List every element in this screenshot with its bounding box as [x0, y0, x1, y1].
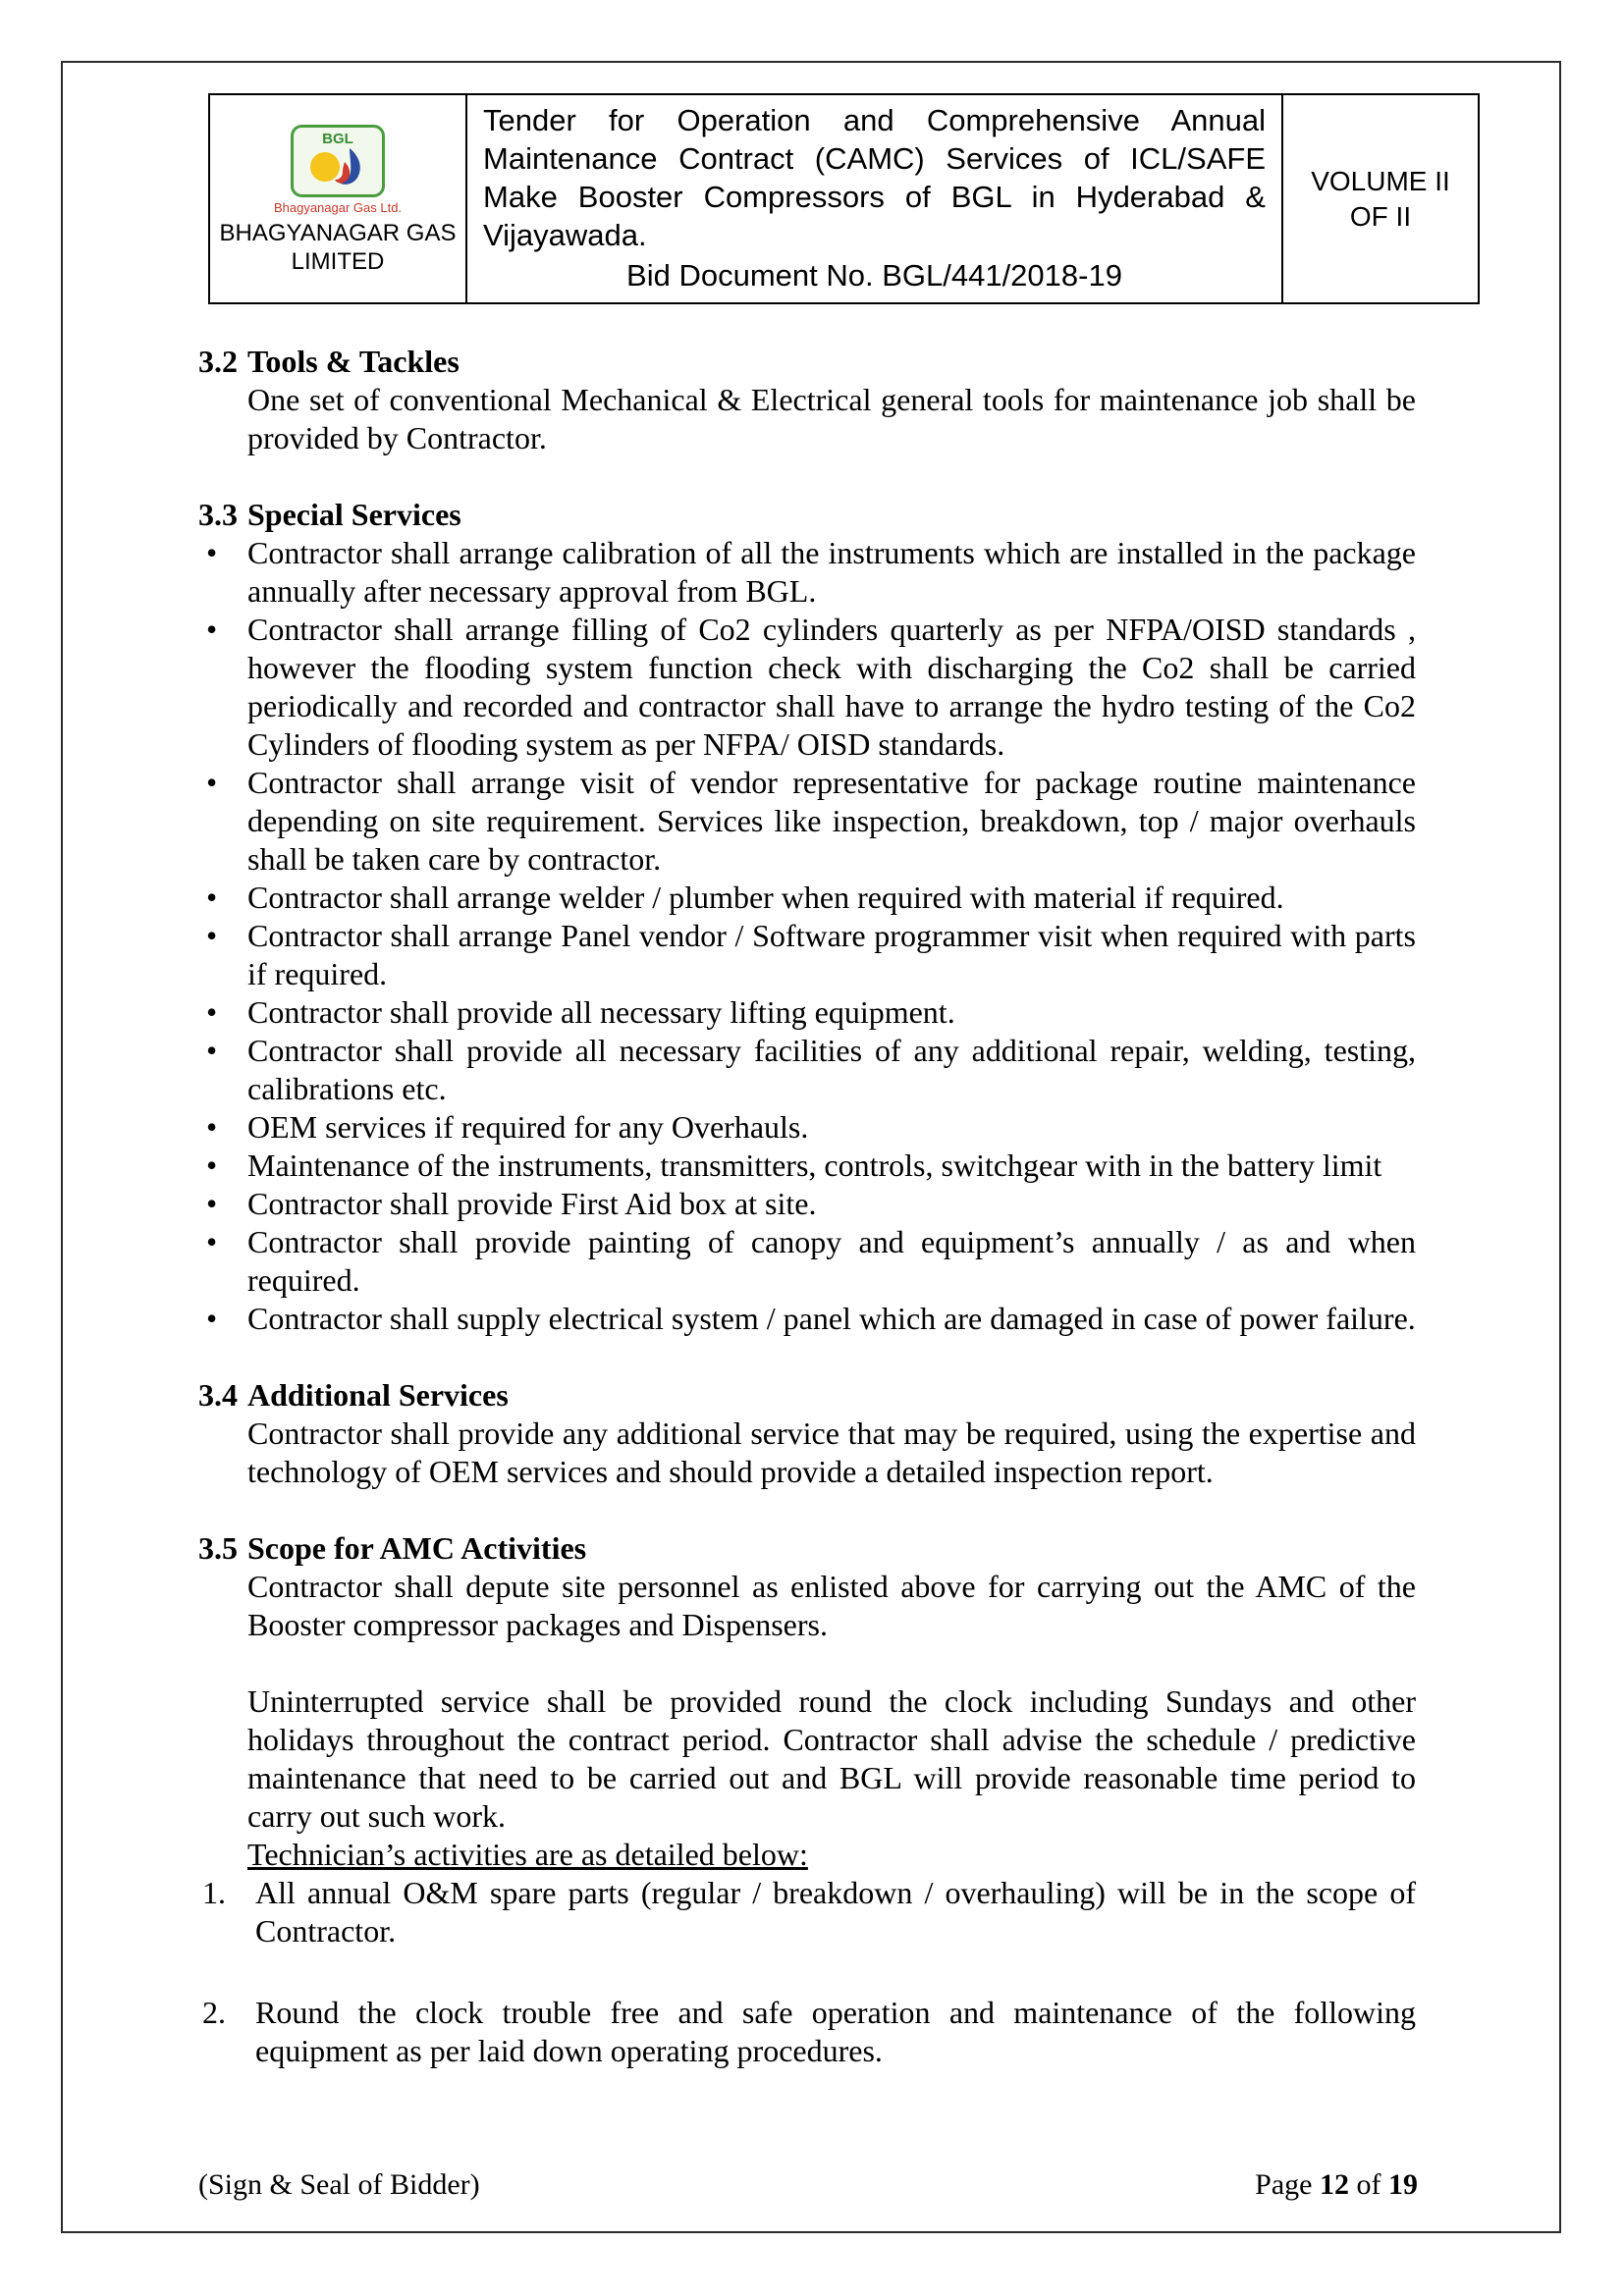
section-title: Tools & Tackles [247, 344, 460, 379]
bullet-item [198, 1147, 1416, 1185]
volume-line1: VOLUME II [1311, 165, 1450, 196]
section-title: Scope for AMC Activities [247, 1530, 587, 1566]
document-header-table [208, 93, 1480, 304]
bullet-marker: • [206, 994, 218, 1030]
bullet-text: Contractor shall provide First Aid box at site. [247, 1186, 817, 1221]
bullet-text: Contractor shall provide painting of canopy and equipment’s annually / as and when required. [247, 1224, 1416, 1298]
item-number: 2. [202, 1995, 226, 2030]
section-3-2-paragraph: One set of conventional Mechanical & Electrical general tools for maintenance job shall be provided by Contractor. [247, 382, 1416, 455]
organization-name-line1: BHAGYANAGAR GAS [219, 219, 457, 246]
bullet-marker: • [206, 535, 218, 570]
section-title: Additional Services [247, 1377, 509, 1413]
bullet-text: Maintenance of the instruments, transmitters, controls, switchgear with in the battery limit [247, 1148, 1382, 1183]
section-number: 3.2 [198, 344, 238, 379]
section-heading-3-5 [198, 1529, 1416, 1568]
bullet-item [198, 534, 1416, 611]
bullet-text: Contractor shall arrange visit of vendor representative for package routine maintenance depending on site requirement. Services like inspection, breakdown, top / major overhauls shall be taken care by contractor. [247, 765, 1416, 877]
section-heading-3-3 [198, 496, 1416, 534]
bullet-marker: • [206, 1033, 218, 1068]
section-heading-3-4 [198, 1376, 1416, 1415]
organization-name [216, 219, 460, 276]
volume-line2: OF II [1349, 200, 1412, 232]
bullet-item [198, 993, 1416, 1032]
document-body [198, 343, 1416, 2070]
page-indicator [1255, 2168, 1418, 2202]
bullet-item [198, 1108, 1416, 1147]
bullet-marker: • [206, 1301, 218, 1336]
bullet-item [198, 879, 1416, 917]
section-3-5-paragraph-2: Uninterrupted service shall be provided round the clock including Sundays and other holidays throughout the contract period. Contractor shall advise the schedule / predictive maintenance that need to be carried out and BGL will provide reasonable time period to carry out such work. [247, 1683, 1416, 1834]
item-text: Round the clock trouble free and safe operation and maintenance of the following equipment as per laid down operating procedures. [255, 1995, 1416, 2068]
page-total: 19 [1388, 2168, 1418, 2201]
organization-name-line2: LIMITED [291, 247, 385, 275]
bullet-marker: • [206, 880, 218, 915]
page-border [61, 61, 1561, 2233]
section-number: 3.4 [198, 1377, 238, 1413]
logo-cell [209, 94, 466, 303]
bullet-marker: • [206, 765, 218, 800]
page-footer [198, 2168, 1418, 2202]
section-heading-3-2 [198, 343, 1416, 381]
technician-activities-label: Technician’s activities are as detailed below: [247, 1837, 808, 1872]
item-text: All annual O&M spare parts (regular / breakdown / overhauling) will be in the scope of Contractor. [255, 1875, 1416, 1949]
bullet-text: Contractor shall provide all necessary lifting equipment. [247, 994, 955, 1030]
bullet-text: Contractor shall arrange filling of Co2 cylinders quarterly as per NFPA/OISD standards , however the flooding system function check with discharging the Co2 shall be carried periodically and recorded and contractor shall have to arrange the hydro testing of the Co2 Cylinders of flooding system as per NFPA/ OISD standards. [247, 612, 1416, 762]
bid-document-number: Bid Document No. BGL/441/2018-19 [626, 258, 1122, 293]
bullet-marker: • [206, 918, 218, 953]
of-word: of [1356, 2168, 1381, 2201]
bullet-item [198, 1223, 1416, 1300]
bullet-item [198, 1185, 1416, 1223]
bgl-logo-icon [291, 125, 385, 197]
logo-caption: Bhagyanagar Gas Ltd. [273, 199, 403, 215]
sign-seal-label: (Sign & Seal of Bidder) [198, 2168, 480, 2201]
page-number: 12 [1320, 2168, 1349, 2201]
bullet-item [198, 1032, 1416, 1108]
section-number: 3.5 [198, 1530, 238, 1566]
section-3-4-paragraph: Contractor shall provide any additional service that may be required, using the expertise and technology of OEM services and should provide a detailed inspection report. [247, 1415, 1416, 1489]
bullet-marker: • [206, 1224, 218, 1259]
bullet-marker: • [206, 1186, 218, 1221]
item-number: 1. [202, 1875, 226, 1910]
section-3-5-paragraph-1: Contractor shall depute site personnel as enlisted above for carrying out the AMC of the Booster compressor packages and Dispensers. [247, 1569, 1416, 1642]
title-cell [466, 94, 1282, 303]
bullet-item [198, 1300, 1416, 1338]
tender-title: Tender for Operation and Comprehensive Annual Maintenance Contract (CAMC) Services of ICL/SAFE Make Booster Compressors of BGL in Hyderabad & Vijayawada. [483, 103, 1266, 252]
bullet-marker: • [206, 612, 218, 647]
numbered-item-1 [198, 1874, 1416, 1950]
bullet-marker: • [206, 1148, 218, 1183]
bullet-text: Contractor shall provide all necessary facilities of any additional repair, welding, testing, calibrations etc. [247, 1033, 1416, 1106]
bullet-text: OEM services if required for any Overhauls. [247, 1109, 809, 1145]
page-word: Page [1255, 2168, 1313, 2201]
bullet-marker: • [206, 1109, 218, 1145]
volume-cell [1282, 94, 1479, 303]
bullet-item [198, 764, 1416, 879]
numbered-item-2 [198, 1994, 1416, 2070]
bullet-text: Contractor shall arrange calibration of all the instruments which are installed in the package annually after necessary approval from BGL. [247, 535, 1416, 609]
bullet-text: Contractor shall arrange Panel vendor / Software programmer visit when required with parts if required. [247, 918, 1416, 991]
logo-acronym-text: BGL [322, 130, 353, 147]
bullet-item [198, 611, 1416, 764]
bullet-text: Contractor shall arrange welder / plumber when required with material if required. [247, 880, 1284, 915]
section-number: 3.3 [198, 497, 238, 532]
section-title: Special Services [247, 497, 461, 532]
bullet-item [198, 917, 1416, 993]
bullet-text: Contractor shall supply electrical system / panel which are damaged in case of power failure. [247, 1301, 1416, 1336]
